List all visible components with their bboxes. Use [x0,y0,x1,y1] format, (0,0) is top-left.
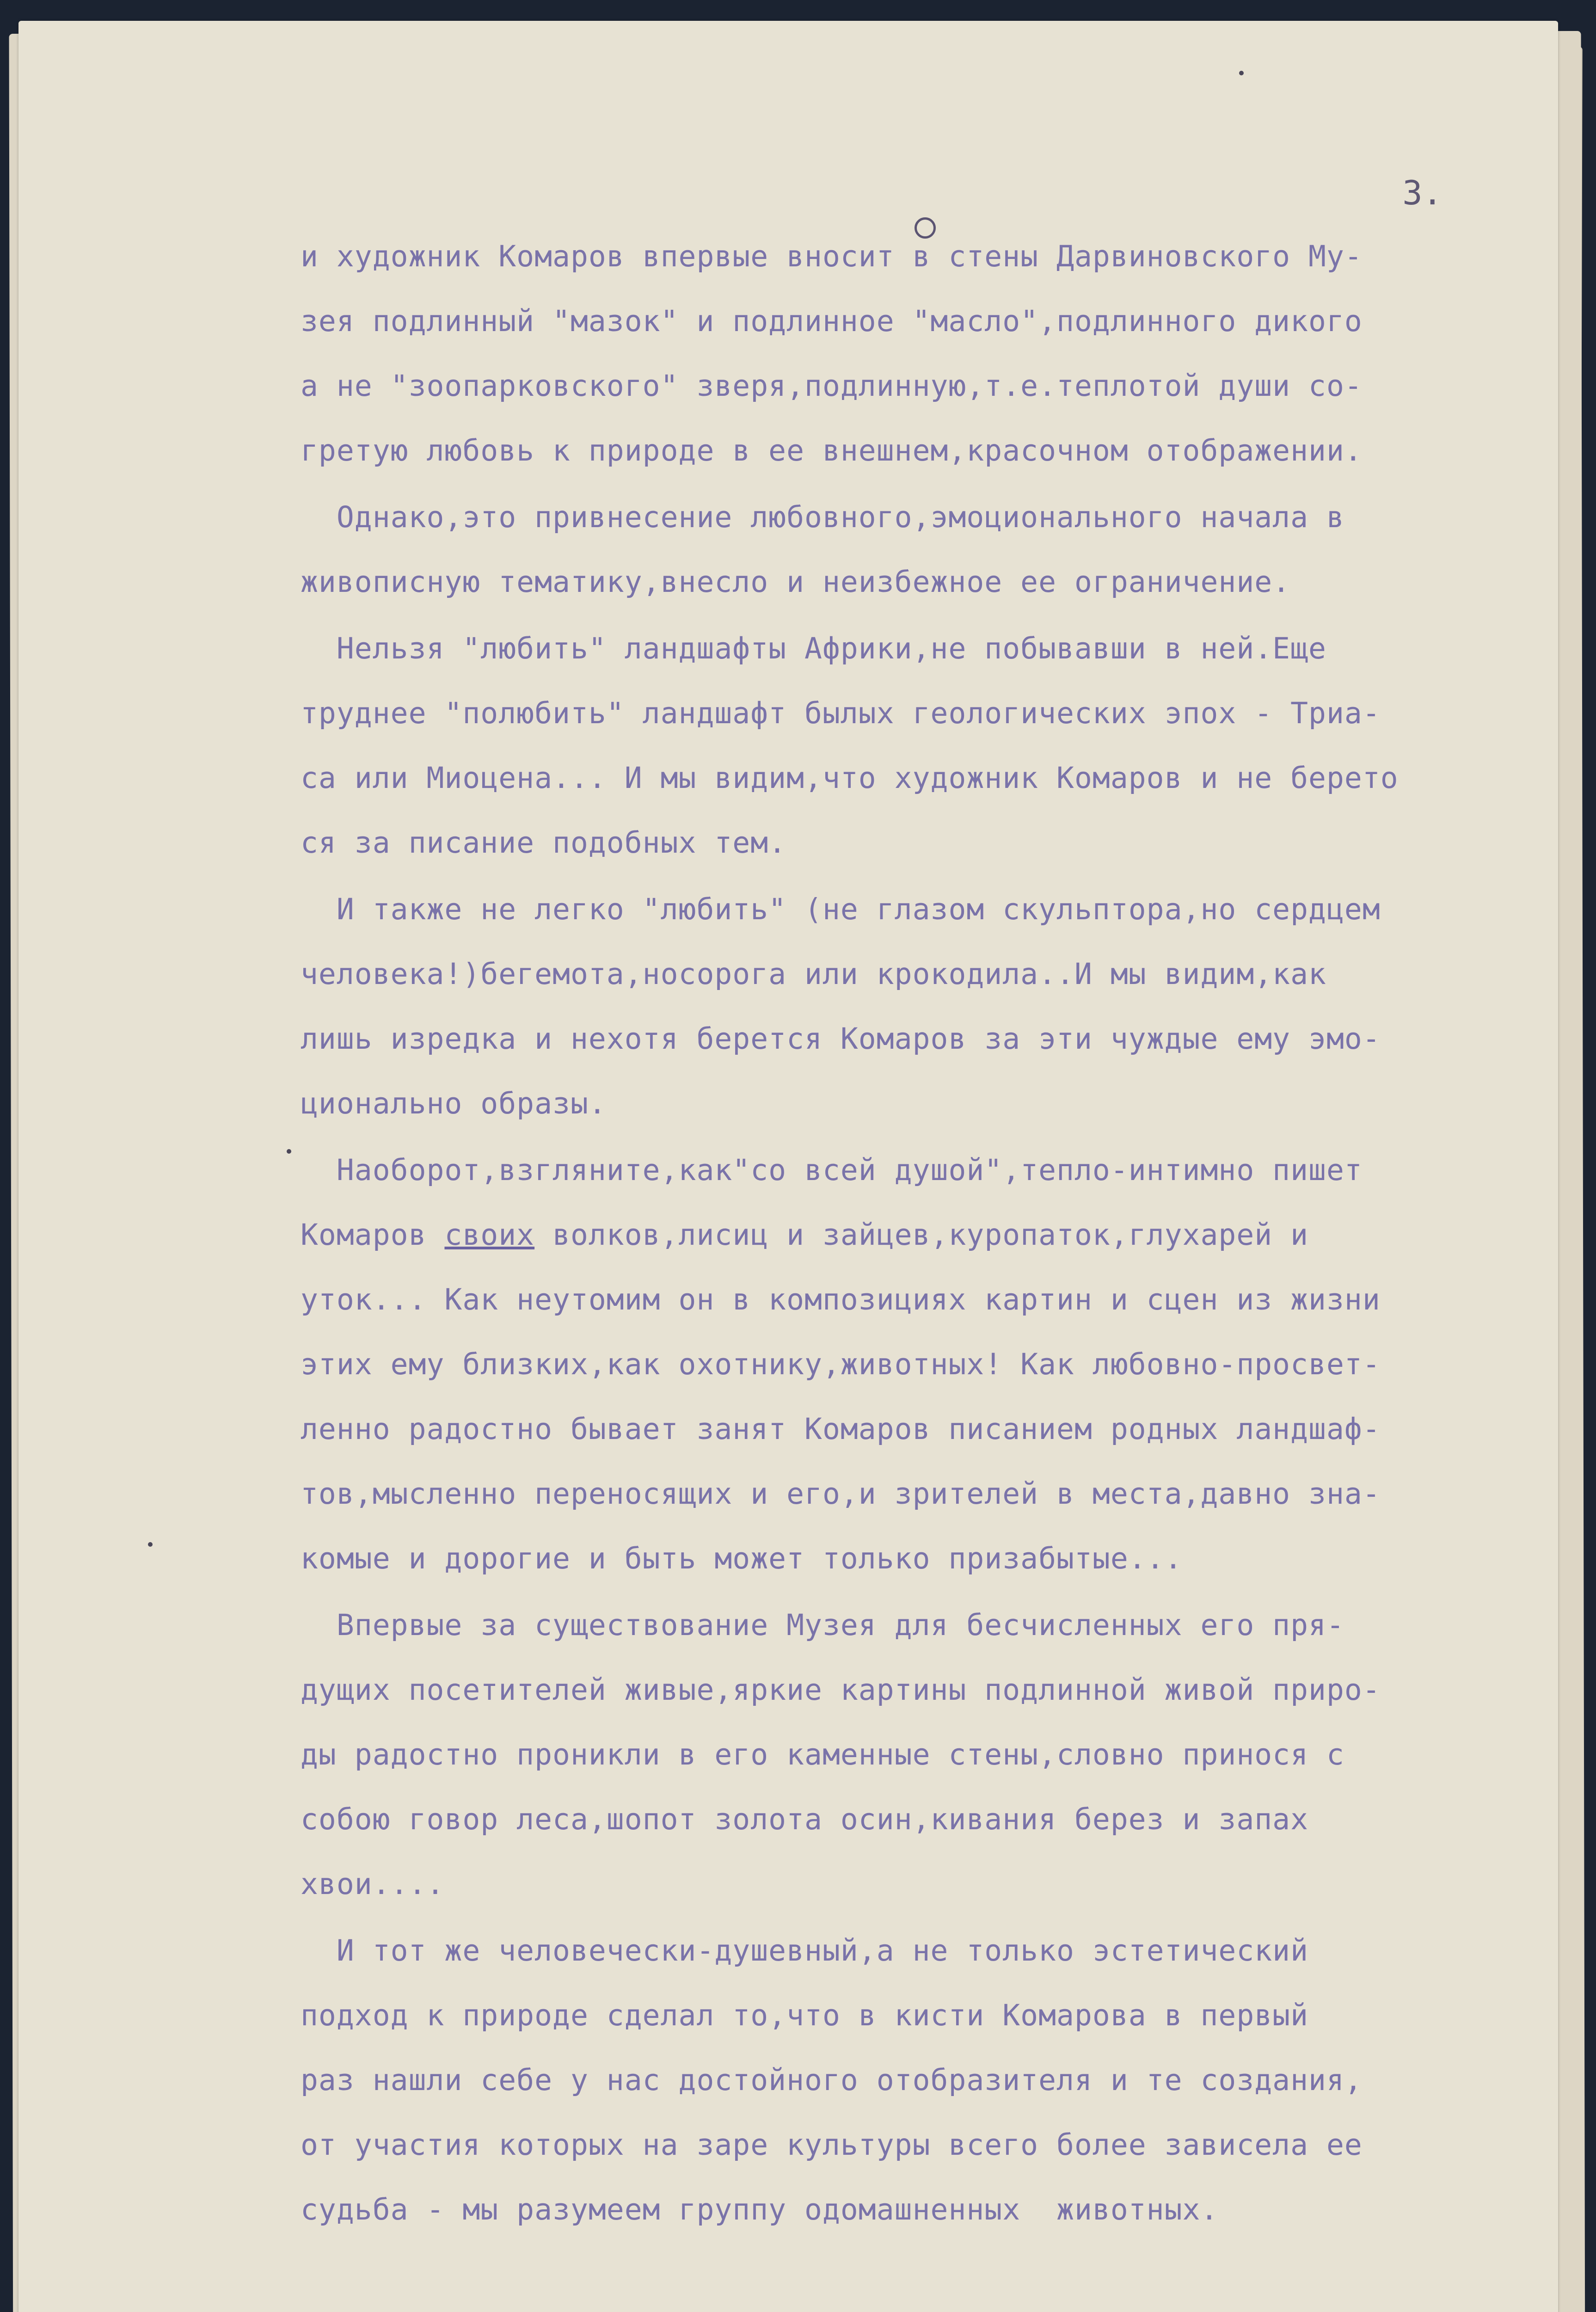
text-line: комые и дорогие и быть может только призабытые... [301,1542,1183,1575]
text-line: от участия которых на заре культуры всего более зависела ее [301,2128,1363,2162]
text-line: собою говор леса,шопот золота осин,кивания берез и запах [301,1802,1309,1836]
text-line: дущих посетителей живые,яркие картины подлинной живой приро- [301,1673,1381,1707]
text-line: судьба - мы разумеем группу одомашненных животных. [301,2193,1219,2226]
text-line: и художник Комаров впервые вносит в стены Дарвиновского Му- [301,240,1363,273]
text-line: зея подлинный "мазок" и подлинное "масло",подлинного дикого [301,304,1363,338]
paper-speck [148,1542,153,1547]
text-line: этих ему близких,как охотнику,животных! Как любовно-просвет- [301,1347,1381,1381]
text-line: гретую любовь к природе в ее внешнем,красочном отображении. [301,434,1363,467]
margin-tick [287,1149,291,1154]
text-line: лишь изредка и нехотя берется Комаров за эти чуждые ему эмо- [301,1022,1381,1056]
underlined-word: своих [444,1218,535,1252]
text-line: Комаров своих волков,лисиц и зайцев,куропаток,глухарей и [301,1218,1309,1252]
paper-speck [1239,71,1244,75]
typewritten-page [18,21,1558,2312]
text-line: ды радостно проникли в его каменные стены,словно принося с [301,1738,1344,1771]
text-line: Однако,это привнесение любовного,эмоционального начала в [301,500,1344,534]
text-line: живописную тематику,внесло и неизбежное ее ограничение. [301,565,1291,599]
text-line: раз нашли себе у нас достойного отобразителя и те создания, [301,2063,1363,2097]
page-number: 3. [1402,173,1443,212]
text-line: уток... Как неутомим он в композициях картин и сцен из жизни [301,1283,1381,1316]
text-line: ленно радостно бывает занят Комаров писанием родных ландшаф- [301,1412,1381,1446]
text-line: Наоборот,взгляните,как"со всей душой",тепло-интимно пишет [301,1153,1363,1187]
typed-text-body [301,224,1549,2242]
text-line: И тот же человечески-душевный,а не только эстетический [301,1934,1309,1968]
text-line: ционально образы. [301,1087,607,1120]
text-line: Нельзя "любить" ландшафты Африки,не побывавши в ней.Еще [301,632,1326,665]
text-line: тов,мысленно переносящих и его,и зрителей в места,давно зна- [301,1477,1381,1511]
text-line: са или Миоцена... И мы видим,что художник Комаров и не берето [301,761,1399,795]
text-line: И также не легко "любить" (не глазом скульптора,но сердцем [301,892,1381,926]
text-line: труднее "полюбить" ландшафт былых геологических эпох - Триа- [301,696,1381,730]
text-line: ся за писание подобных тем. [301,826,787,860]
text-line: Впервые за существование Музея для бесчисленных его пря- [301,1608,1344,1642]
text-line: человека!)бегемота,носорога или крокодила..И мы видим,как [301,957,1326,991]
text-line: а не "зоопарковского" зверя,подлинную,т.е.теплотой души со- [301,369,1363,403]
text-line: хвои.... [301,1867,445,1901]
text-line: подход к природе сделал то,что в кисти Комарова в первый [301,1998,1309,2032]
